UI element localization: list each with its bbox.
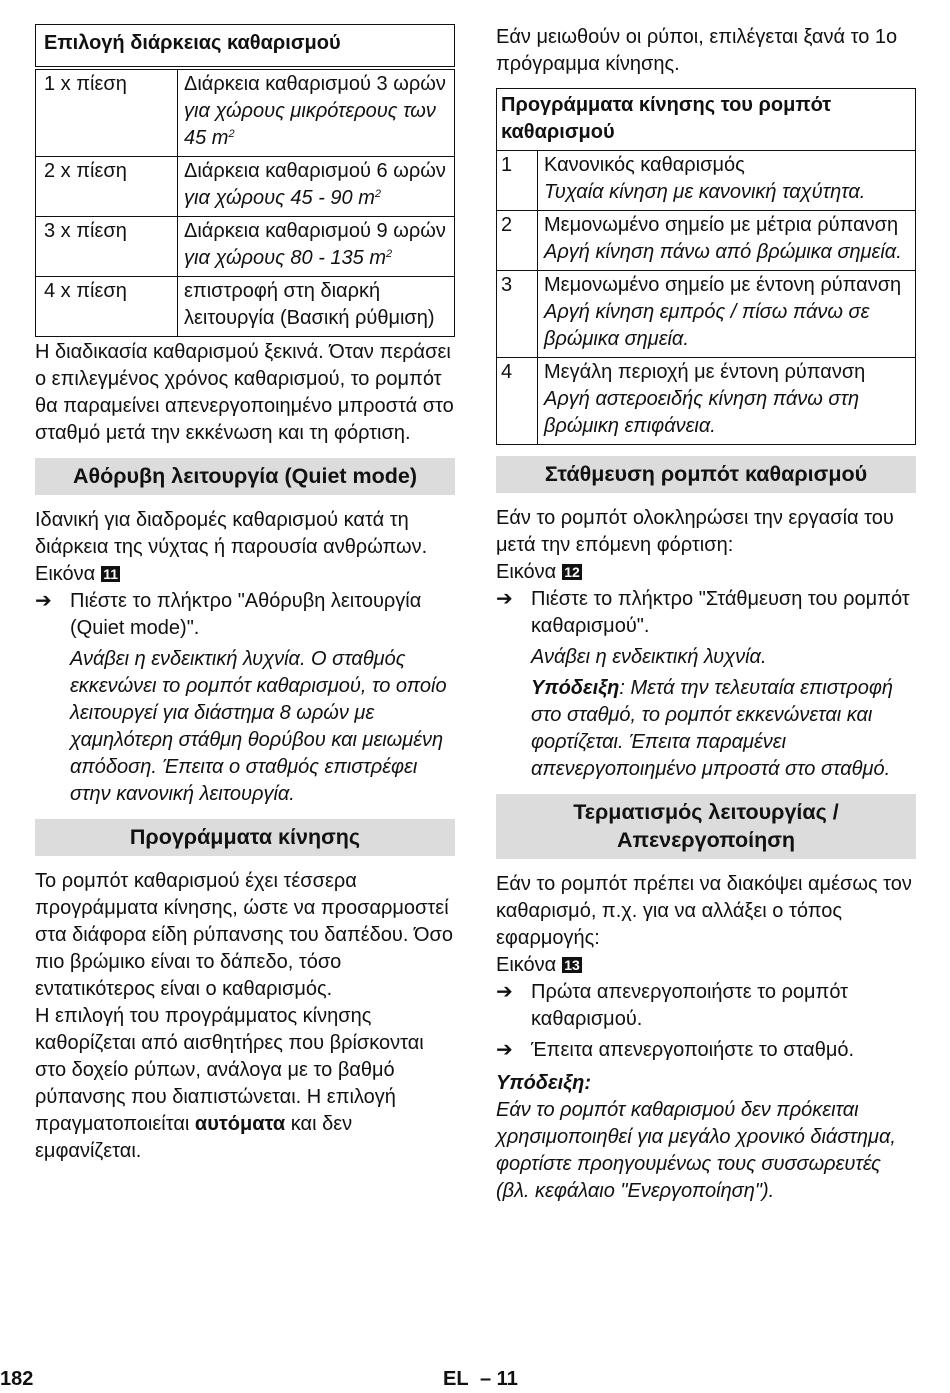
- program-cell: [538, 271, 916, 358]
- program-number: 1: [497, 151, 538, 211]
- parking-heading: Στάθμευση ρομπότ καθαρισμού: [496, 456, 916, 493]
- quiet-mode-intro: Ιδανική για διαδρομές καθαρισμού κατά τη διάρκεια της νύχτας ή παρουσία ανθρώπων.: [35, 509, 428, 558]
- table-title: Επιλογή διάρκειας καθαρισμού: [36, 25, 455, 69]
- figure-reference: Εικόνα 12: [496, 561, 580, 583]
- press-count: 4 x πίεση: [36, 277, 178, 337]
- movement-programs-table: [496, 88, 916, 445]
- program-number: 4: [497, 358, 538, 445]
- figure-reference: Εικόνα 13: [496, 954, 580, 976]
- instruction-step: [35, 588, 455, 808]
- duration-cell: [178, 217, 455, 277]
- duration-text: Διάρκεια καθαρισμού 3 ωρών: [184, 73, 446, 95]
- instruction-step: [496, 1037, 916, 1064]
- program-description: Αργή αστεροειδής κίνηση πάνω στη βρώμικη επιφάνεια.: [544, 388, 860, 437]
- quiet-mode-heading: Αθόρυβη λειτουργία (Quiet mode): [35, 458, 455, 495]
- arrow-right-icon: ➔: [496, 1039, 513, 1061]
- program-description: Αργή κίνηση πάνω από βρώμικα σημεία.: [544, 241, 902, 263]
- program-reset-paragraph: Εάν μειωθούν οι ρύποι, επιλέγεται ξανά το 1ο πρόγραμμα κίνησης.: [496, 26, 898, 75]
- press-count: 1 x πίεση: [36, 68, 178, 157]
- figure-number-badge: 11: [103, 566, 119, 582]
- table-row: [36, 277, 455, 337]
- arrow-right-icon: ➔: [496, 981, 513, 1003]
- instruction-step: [496, 979, 916, 1033]
- note-text: Υπόδειξη: Μετά την τελευταία επιστροφή στο σταθμό, το ρομπότ εκκενώνεται και φορτίζεται. Έπειτα παραμένει απενεργοποιημένο μπροστά στο σταθμό.: [531, 677, 894, 780]
- cleaning-start-paragraph: Η διαδικασία καθαρισμού ξεκινά. Όταν περάσει ο επιλεγμένος χρόνος καθαρισμού, το ρομπότ θα παραμείνει απενεργοποιημένο μπροστά στο σταθμό μετά την εκκένωση και τη φόρτιση.: [35, 341, 454, 444]
- table-row: [36, 157, 455, 217]
- programs-paragraph-1: Το ρομπότ καθαρισμού έχει τέσσερα προγράμματα κίνησης, ώστε να προσαρμοστεί στα διάφορα είδη ρύπανσης του δαπέδου. Όσο πιο βρώμικο είναι το δάπεδο, τόσο εντατικότερος είναι ο καθαρισμός.: [35, 870, 453, 1000]
- step-text: Έπειτα απενεργοποιήστε το σταθμό.: [531, 1039, 855, 1061]
- program-number: 2: [497, 211, 538, 271]
- area-text: για χώρους μικρότερους των 45 $m^2$: [184, 100, 436, 149]
- duration-text: Διάρκεια καθαρισμού 6 ωρών: [184, 160, 446, 182]
- table-row: [497, 358, 916, 445]
- step-text: Πιέστε το πλήκτρο "Αθόρυβη λειτουργία (Quiet mode)".: [70, 590, 422, 639]
- table-row: [497, 151, 916, 211]
- section-page-number: – 11: [480, 1368, 518, 1390]
- movement-programs-heading: Προγράμματα κίνησης: [35, 819, 455, 856]
- arrow-right-icon: ➔: [35, 590, 52, 612]
- program-cell: [538, 211, 916, 271]
- table-row: [497, 211, 916, 271]
- parking-intro: Εάν το ρομπότ ολοκληρώσει την εργασία του μετά την επόμενη φόρτιση:: [496, 507, 894, 556]
- step-result: Ανάβει η ενδεικτική λυχνία.: [531, 646, 767, 668]
- duration-cell: επιστροφή στη διαρκή λειτουργία (Βασική ρύθμιση): [178, 277, 455, 337]
- press-count: 3 x πίεση: [36, 217, 178, 277]
- duration-text: Διάρκεια καθαρισμού 9 ωρών: [184, 220, 446, 242]
- duration-cell: [178, 68, 455, 157]
- program-cell: [538, 151, 916, 211]
- programs-paragraph-2: Η επιλογή του προγράμματος κίνησης καθορίζεται από αισθητήρες που βρίσκονται στο δοχείο ρύπων, ανάλογα με το βαθμό ρύπανσης που διαπιστώνεται. Η επιλογή πραγματοποιείται αυτόματα και δεν εμφανίζεται.: [35, 1005, 424, 1162]
- program-description: Τυχαία κίνηση με κανονική ταχύτητα.: [544, 181, 866, 203]
- program-name: Μεγάλη περιοχή με έντονη ρύπανση: [544, 361, 866, 383]
- program-number: 3: [497, 271, 538, 358]
- page-number: 182: [0, 1368, 34, 1390]
- table-title: Προγράμματα κίνησης του ρομπότ καθαρισμού: [497, 89, 916, 151]
- duration-cell: [178, 157, 455, 217]
- shutdown-intro: Εάν το ρομπότ πρέπει να διακόψει αμέσως τον καθαρισμό, π.χ. για να αλλάξει ο τόπος εφαρμογής:: [496, 873, 912, 949]
- table-row: [36, 68, 455, 157]
- figure-reference: Εικόνα 11: [35, 563, 119, 585]
- shutdown-heading: Τερματισμός λειτουργίας / Απενεργοποίηση: [496, 794, 916, 859]
- step-text: Πιέστε το πλήκτρο "Στάθμευση του ρομπότ καθαρισμού".: [531, 588, 910, 637]
- area-text: για χώρους 80 - 135 $m^2$: [184, 247, 393, 269]
- table-row: [36, 217, 455, 277]
- press-count: 2 x πίεση: [36, 157, 178, 217]
- arrow-right-icon: ➔: [496, 588, 513, 610]
- right-column: [496, 24, 916, 1205]
- note-label: Υπόδειξη:: [496, 1072, 591, 1094]
- program-name: Μεμονωμένο σημείο με έντονη ρύπανση: [544, 274, 902, 296]
- language-code: EL: [443, 1368, 469, 1390]
- table-row: [497, 271, 916, 358]
- figure-number-badge: 12: [564, 564, 580, 580]
- program-description: Αργή κίνηση εμπρός / πίσω πάνω σε βρώμικα σημεία.: [544, 301, 870, 350]
- program-name: Κανονικός καθαρισμός: [544, 154, 745, 176]
- instruction-step: [496, 586, 916, 783]
- note-text: Εάν το ρομπότ καθαρισμού δεν πρόκειται χρησιμοποιηθεί για μεγάλο χρονικό διάστημα, φορτίστε προηγουμένως τους συσσωρευτές (βλ. κεφάλαιο "Ενεργοποίηση").: [496, 1099, 896, 1202]
- cleaning-duration-table: [35, 24, 455, 337]
- step-result: Ανάβει η ενδεικτική λυχνία. Ο σταθμός εκκενώνει το ρομπότ καθαρισμού, το οποίο λειτουργεί για διάστημα 8 ωρών με χαμηλότερη στάθμη θορύβου και μειωμένη απόδοση. Έπειτα ο σταθμός επιστρέφει στην κανονική λειτουργία.: [70, 648, 447, 805]
- program-cell: [538, 358, 916, 445]
- step-text: Πρώτα απενεργοποιήστε το ρομπότ καθαρισμού.: [531, 981, 849, 1030]
- program-name: Μεμονωμένο σημείο με μέτρια ρύπανση: [544, 214, 899, 236]
- figure-number-badge: 13: [564, 957, 580, 973]
- left-column: [35, 24, 455, 1165]
- area-text: για χώρους 45 - 90 $m^2$: [184, 187, 382, 209]
